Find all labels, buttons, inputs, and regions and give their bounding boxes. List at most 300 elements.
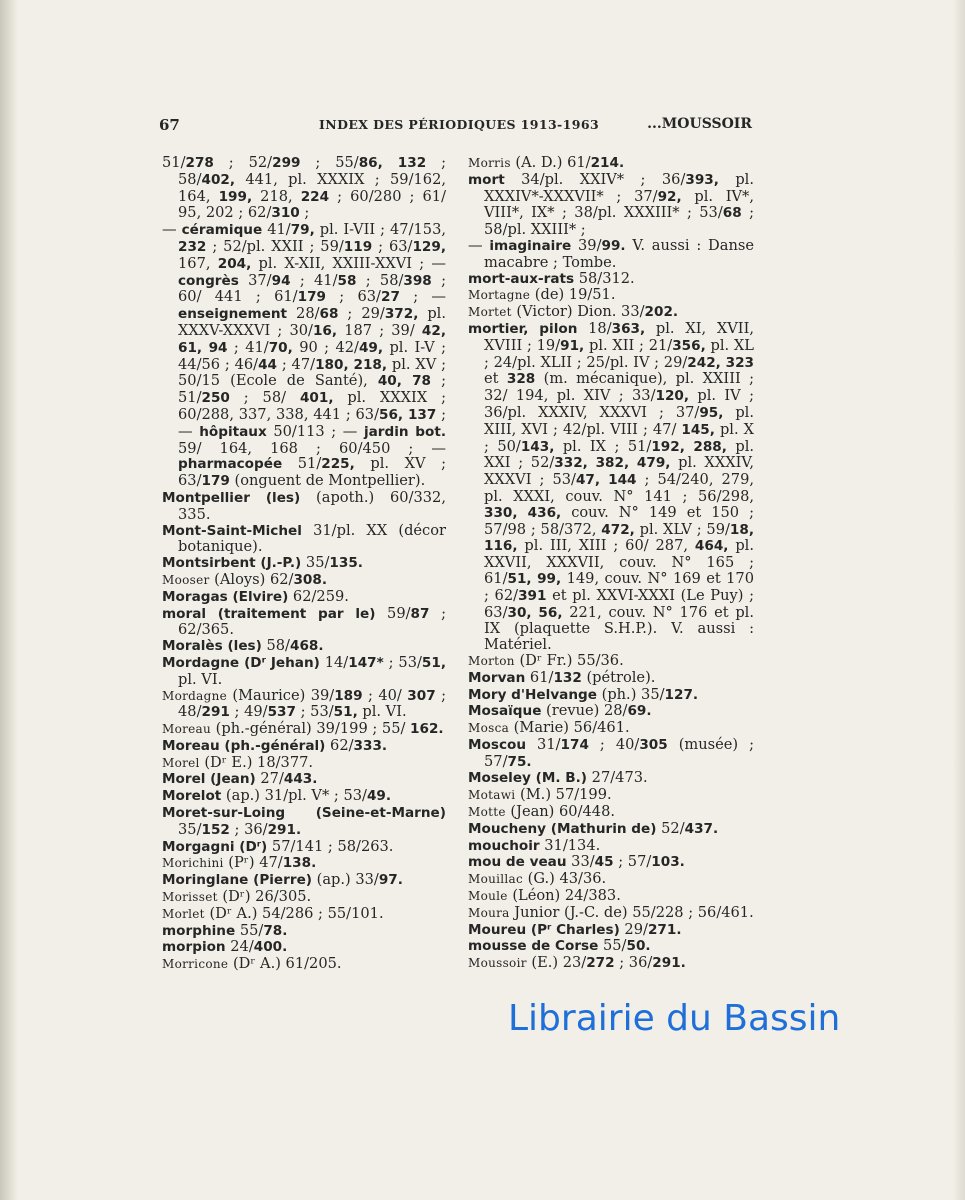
entry-text: 310 [271, 205, 300, 222]
entry-text: ; 36/ [229, 820, 268, 838]
entry-text: 443. [283, 771, 318, 788]
index-entry [468, 888, 754, 905]
entry-text: 50. [626, 938, 651, 955]
entry-text: 29/ [619, 920, 648, 938]
entry-text: (Dʳ A.) 54/286 ; 55/101. [204, 904, 384, 922]
entry-text: 299 [272, 155, 301, 171]
entry-text: ; 63/ [326, 288, 381, 306]
entry-text: Junior (J.-C. de) 55/228 ; 56/461. [509, 903, 754, 921]
entry-text: 119 [343, 238, 373, 255]
entry-text: (ap.) 31/pl. V* ; 53/ [221, 787, 367, 805]
entry-text: imaginaire [489, 237, 572, 254]
entry-text: Mouillac [468, 872, 524, 887]
entry-text: 59/ [375, 604, 411, 622]
entry-text: 86, 132 [358, 155, 427, 171]
entry-text: 225, [321, 456, 355, 473]
index-entry [468, 238, 754, 271]
entry-text: pl. X ; 50/ [484, 420, 754, 455]
entry-text: pl. III, XIII ; 60/ 287, [517, 537, 695, 555]
entry-text: 58/312. [574, 269, 635, 287]
index-entry [468, 905, 754, 922]
index-entry [162, 222, 446, 490]
entry-text: 18/ [577, 319, 612, 337]
entry-text: Mosca [468, 721, 510, 736]
index-entry [162, 606, 446, 639]
entry-text: ; 29/ [338, 305, 385, 323]
entry-text: 199, [218, 188, 253, 205]
entry-text: V. aussi : Danse macabre ; Tombe. [484, 236, 754, 271]
entry-text: 79, [290, 222, 315, 239]
entry-text: Mosaïque [468, 703, 542, 720]
entry-text: 333. [353, 737, 388, 754]
entry-text: ; 58/ [229, 389, 300, 407]
entry-text: ; 40/ [588, 735, 640, 753]
entry-text: ; 57/ [613, 853, 652, 871]
entry-text: 132 [553, 669, 582, 686]
entry-text: 204, [217, 255, 252, 272]
entry-text: pl. XL ; 24/pl. XLII ; 25/pl. IV ; 29/ [484, 336, 754, 371]
entry-text: 33/ [566, 853, 595, 871]
entry-text: pl. XXXV-XXXVI ; 30/ [178, 305, 446, 339]
entry-text: 55/ [235, 921, 264, 939]
entry-text: ; 36/ [614, 954, 653, 972]
index-entry [162, 655, 446, 688]
index-entry [162, 805, 446, 839]
entry-text: 35/ [178, 820, 202, 838]
entry-text: ; 62/365. [178, 604, 446, 639]
index-entry [162, 889, 446, 906]
index-entry [468, 804, 754, 821]
entry-text: 68 [722, 205, 742, 222]
entry-text: pl. XXVII, XXXVII, couv. N° 165 ; 61/ [484, 537, 754, 587]
entry-text: 218, [252, 187, 301, 205]
index-entry [162, 923, 446, 940]
entry-text: pl. XLV ; 59/ [634, 520, 730, 538]
entry-text: ; 48/ [178, 686, 447, 721]
entry-text: 58/ [261, 637, 290, 655]
entry-text: 37/ [238, 271, 272, 289]
entry-text: 464, [694, 538, 729, 555]
entry-text: ; 53/ [383, 653, 422, 671]
watermark-text: Librairie du Bassin [508, 998, 841, 1039]
index-entry [162, 155, 446, 222]
entry-text: 242, 323 [687, 354, 754, 371]
entry-text: ; 63/ [372, 237, 413, 255]
entry-text: Moragas (Elvire) [162, 588, 289, 605]
entry-text: ; 58/pl. XXIII* ; [484, 204, 754, 239]
index-column-left [162, 155, 446, 973]
entry-text: 51/ [282, 455, 322, 473]
index-entry [162, 555, 446, 572]
entry-text: 87 [410, 605, 430, 622]
entry-text: (m. mécanique), pl. XXIII ; 32/ 194, pl. XIV ; 33/ [484, 370, 755, 405]
entry-text: 62/ [325, 736, 354, 754]
entry-text: 441, pl. XXXIX ; 59/162, 164, [178, 170, 446, 205]
entry-text: mouchoir [468, 837, 540, 854]
entry-text: pl. XI, XVII, XVIII ; 19/ [484, 319, 754, 354]
index-entry [162, 490, 446, 523]
entry-text: ; 52/pl. XXII ; 59/ [206, 237, 344, 255]
entry-text: ; [299, 204, 310, 222]
entry-text: Morlet [162, 906, 205, 921]
entry-text: Morton [468, 653, 515, 668]
entry-text: pl. VI. [178, 670, 223, 688]
index-entry [162, 738, 446, 755]
entry-text: 174 [560, 736, 589, 753]
entry-text: ; 60/280 ; 61/ 95, 202 ; 62/ [178, 187, 446, 222]
entry-text: 56, 137 [379, 406, 437, 423]
entry-text: 147* [348, 654, 384, 671]
entry-text: 307 [407, 687, 436, 704]
entry-text: 328 [506, 371, 536, 388]
entry-text: Morricone [162, 957, 229, 972]
entry-text: 51, 99, [507, 570, 562, 587]
entry-text: 308. [293, 571, 327, 588]
entry-text: 363, [611, 320, 646, 337]
entry-text: 27/473. [587, 769, 648, 787]
entry-text: (Dʳ) 26/305. [217, 888, 312, 906]
entry-text: 31/134. [539, 836, 601, 854]
entry-text: 330, 436, [484, 504, 562, 521]
entry-text: mou de veau [468, 854, 567, 871]
index-entry [162, 688, 446, 722]
entry-text: couv. N° 149 et 150 ; 57/98 ; 58/372, [484, 503, 755, 538]
entry-text: (ph.-général) 39/199 ; 55/ [211, 720, 411, 738]
entry-text: 52/ [656, 819, 685, 837]
entry-text: 291. [267, 821, 302, 838]
entry-text: pl. XXXIX ; 60/288, 337, 338, 441 ; 63/ [178, 389, 447, 423]
index-entry [162, 839, 446, 856]
entry-text: pl. XII ; 21/ [584, 336, 673, 354]
entry-text: 39/ [571, 236, 602, 254]
entry-text: 224 [300, 188, 330, 205]
entry-text: ; 58/ [356, 271, 404, 289]
index-entry [468, 720, 754, 737]
entry-text: pl. I-V ; 44/56 ; 46/ [178, 338, 446, 373]
index-entry [468, 670, 754, 687]
index-entry [468, 271, 754, 288]
index-entry [468, 871, 754, 888]
index-entry [162, 755, 446, 772]
entry-text: mort [468, 171, 505, 188]
entry-text: Moreau [162, 722, 212, 737]
index-entry [162, 855, 446, 872]
entry-text: Moscou [468, 736, 527, 753]
entry-text: 402, [201, 171, 236, 188]
entry-text: 221, couv. N° 176 et pl. IX (plaquette S.H.P.). V. aussi : Matériel. [484, 603, 754, 654]
entry-text: Montsirbent (J.-P.) [162, 555, 302, 572]
index-entry [468, 653, 754, 670]
index-entry [162, 939, 446, 956]
entry-text: 143, [520, 438, 555, 455]
entry-text: 51/ [162, 154, 186, 171]
entry-text: 167, [178, 254, 218, 272]
index-entry [162, 788, 446, 805]
entry-text: Morgagni (Dʳ) [162, 838, 268, 855]
entry-text: ; 41/ [290, 271, 338, 289]
entry-text: (Victor) Dion. 33/ [511, 303, 645, 321]
entry-text: 468. [289, 638, 324, 655]
entry-text: 49, [358, 339, 384, 356]
entry-text: 18, 116, [484, 521, 754, 555]
entry-text: pl. IV*, VIII*, IX* ; 38/pl. XXXIII* ; 53/ [484, 187, 754, 222]
entry-text: pl. XXXIV*-XXXVII* ; 37/ [484, 170, 754, 205]
entry-text: 192, 288, [651, 438, 727, 455]
entry-text: pl. XXXIV, XXXVI ; 53/ [484, 454, 754, 489]
entry-text: 291 [201, 704, 230, 721]
entry-text: 47, 144 [575, 472, 637, 489]
entry-text: pl. I-VII ; 47/153, [314, 221, 446, 239]
entry-text: pharmacopée [178, 456, 283, 473]
index-entry [468, 321, 754, 653]
entry-text: 51, [421, 654, 446, 671]
page-binding-shadow [0, 0, 18, 1200]
entry-text: 401, [299, 390, 334, 407]
entry-text: Moralès (les) [162, 638, 262, 655]
entry-text: 70, [268, 339, 293, 356]
entry-text: Moseley (M. B.) [468, 770, 588, 787]
entry-text: Morvan [468, 669, 526, 686]
entry-text: ; 54/240, 279, pl. XXXI, couv. N° 141 ; 56/298, [484, 471, 754, 505]
entry-text: 391 [518, 587, 547, 604]
index-entry [162, 872, 446, 889]
index-entry [468, 155, 754, 172]
index-entry [468, 821, 754, 838]
entry-text: — [162, 221, 182, 239]
entry-text: (E.) 23/ [526, 954, 587, 972]
entry-text: 34/pl. XXIV* ; 36/ [504, 170, 686, 188]
entry-text: (Dʳ Fr.) 55/36. [514, 651, 624, 669]
entry-text: (A. D.) 61/ [510, 154, 591, 171]
entry-text: 103. [651, 854, 685, 871]
index-entry [162, 721, 446, 738]
entry-text: 44 [258, 356, 278, 373]
index-entry [468, 922, 754, 939]
entry-text: Moule [468, 889, 508, 904]
index-entry [468, 172, 754, 238]
entry-text: ; 55/ [300, 154, 359, 171]
index-column-right [468, 155, 754, 972]
entry-text: (Maurice) 39/ [227, 686, 335, 704]
entry-text: 28/ [287, 305, 320, 323]
entry-text: jardin bot. [363, 423, 446, 440]
entry-text: ; 41/ [227, 338, 269, 356]
entry-text: 138. [282, 855, 317, 872]
entry-text: enseignement [178, 306, 288, 323]
entry-text: 120, [655, 388, 690, 405]
index-entry [468, 703, 754, 720]
entry-text: 14/ [319, 653, 349, 671]
entry-text: 232 [178, 238, 207, 255]
index-entry [162, 956, 446, 973]
entry-text: pl. XV ; 50/15 (Ecole de Santé), [178, 355, 447, 390]
entry-text: (Pʳ) 47/ [223, 854, 283, 872]
entry-text: ; 60/ 441 ; 61/ [178, 271, 446, 306]
entry-text: mousse de Corse [468, 938, 599, 955]
entry-text: Mordagne [162, 688, 227, 703]
entry-text: Mortagne [468, 288, 531, 303]
entry-text: 27 [380, 289, 400, 306]
entry-text: 272 [586, 955, 615, 972]
entry-text: 145, [681, 421, 715, 438]
entry-text: 189 [334, 687, 363, 704]
entry-text: 97. [378, 872, 403, 889]
entry-text: 291. [652, 955, 686, 972]
entry-text: ; 40/ [362, 686, 408, 704]
entry-text: 332, 382, 479, [554, 455, 671, 472]
index-entry [468, 854, 754, 871]
entry-range: ...MOUSSOIR [647, 116, 752, 132]
entry-text: et [484, 370, 507, 388]
entry-text: ; — [399, 288, 446, 306]
entry-text: 91, [560, 337, 585, 354]
entry-text: Mortet [468, 305, 512, 320]
entry-text: Mory d'Helvange [468, 686, 597, 703]
entry-text: (Dʳ A.) 61/205. [228, 955, 342, 973]
index-entry [468, 687, 754, 704]
entry-text: 62/259. [288, 587, 349, 605]
entry-text: 149, couv. N° 169 et 170 ; 62/ [484, 569, 754, 604]
entry-text: 95, [699, 404, 724, 421]
entry-text: Montpellier (les) [162, 489, 301, 506]
entry-text: Moucheny (Mathurin de) [468, 820, 657, 837]
entry-text: Motawi [468, 788, 516, 803]
entry-text: Moreau (ph.-général) [162, 737, 326, 754]
entry-text: (Aloys) 62/ [209, 570, 294, 588]
entry-text: 393, [685, 171, 719, 188]
entry-text: (ph.) 35/ [596, 685, 665, 703]
entry-text: 69. [627, 703, 652, 720]
entry-text: (M.) 57/199. [515, 786, 612, 804]
entry-text: (Marie) 56/461. [509, 719, 630, 737]
running-title: INDEX DES PÉRIODIQUES 1913-1963 [319, 117, 600, 132]
entry-text: 537 [267, 704, 296, 721]
entry-text: 400. [253, 939, 288, 956]
index-entry [162, 589, 446, 606]
entry-text: morphine [162, 922, 236, 939]
entry-text: ; 51/ [178, 372, 446, 407]
entry-text: 99. [601, 237, 626, 254]
entry-text: 278 [185, 155, 214, 171]
entry-text: 135. [329, 555, 363, 572]
entry-text: Mooser [162, 572, 210, 587]
entry-text: (G.) 43/36. [523, 870, 607, 888]
entry-text: (revue) 28/ [541, 702, 628, 720]
entry-text: Moret-sur-Loing (Seine-et-Marne) [162, 805, 446, 822]
entry-text: ; 49/ [229, 703, 268, 721]
entry-text: Moureu (Pʳ Charles) [468, 921, 620, 938]
entry-text: 90 ; 42/ [292, 338, 359, 356]
entry-text: 372, [384, 306, 419, 323]
entry-text: pl. XV ; 63/ [178, 455, 446, 490]
index-entry [468, 955, 754, 972]
index-entry [468, 787, 754, 804]
entry-text: Morel (Jean) [162, 771, 256, 788]
entry-text: 51, [333, 704, 358, 721]
entry-text: 31/ [526, 735, 561, 753]
entry-text: Mordagne (Dʳ Jehan) [162, 654, 320, 671]
entry-text: (Léon) 24/383. [507, 887, 621, 905]
entry-text: 24/ [225, 938, 254, 956]
entry-text: 50/113 ; — [266, 422, 364, 440]
entry-text: 398 [403, 272, 432, 289]
entry-text: 472, [601, 521, 635, 538]
entry-text: pl. XIII, XVI ; 42/pl. VIII ; 47/ [484, 403, 754, 438]
index-entry [162, 523, 446, 556]
entry-text: 55/ [598, 937, 627, 955]
entry-text: 129, [412, 238, 446, 255]
entry-text: 305 [639, 736, 668, 753]
index-entry [162, 572, 446, 589]
entry-text: 45 [594, 854, 614, 871]
entry-text: 162. [410, 721, 444, 738]
entry-text: 57/141 ; 58/263. [267, 837, 394, 855]
entry-text: 92, [657, 188, 682, 205]
entry-text: ; 58/ [178, 154, 446, 188]
entry-text: 40, 78 [377, 373, 432, 390]
entry-text: 180, 218, [315, 356, 388, 373]
entry-text: 78. [263, 922, 288, 939]
entry-text: Mont-Saint-Michel [162, 522, 302, 539]
entry-text: 16, [312, 322, 338, 339]
entry-text: (de) 19/51. [530, 286, 616, 304]
entry-text: 49. [366, 788, 392, 805]
entry-text: hôpitaux [199, 423, 267, 440]
entry-text: 437. [684, 820, 719, 837]
entry-text: Morichini [162, 856, 224, 871]
entry-text: congrès [178, 272, 239, 289]
entry-text: 187 ; 39/ [337, 321, 422, 339]
running-header [159, 116, 752, 136]
entry-text: pl. X-XII, XXIII-XXVI ; — [251, 254, 446, 272]
entry-text: 27/ [255, 770, 284, 788]
entry-text: 59/ 164, 168 ; 60/450 ; — [178, 439, 446, 457]
entry-text: 75. [507, 753, 532, 770]
entry-text: Morris [468, 156, 511, 170]
entry-text: (Dʳ E.) 18/377. [199, 753, 314, 771]
index-entry [468, 770, 754, 787]
index-entry [468, 737, 754, 771]
page-number: 67 [159, 116, 180, 134]
index-entry [468, 838, 754, 855]
index-entry [162, 638, 446, 655]
entry-text: — [468, 236, 490, 254]
entry-text: 30, 56, [507, 604, 563, 621]
entry-text: ; 53/ [295, 703, 334, 721]
entry-text: 214. [590, 155, 625, 171]
entry-text: Motte [468, 805, 506, 820]
entry-text: moral (traitement par le) [162, 605, 376, 622]
index-entry [468, 304, 754, 321]
page-edge-shadow [953, 0, 965, 1200]
entry-text: 250 [201, 390, 230, 407]
entry-text: 41/ [262, 221, 291, 239]
index-entry [162, 906, 446, 923]
index-entry [468, 938, 754, 955]
entry-text: Moussoir [468, 956, 527, 971]
entry-text: ; 52/ [213, 154, 273, 171]
entry-text: Morisset [162, 890, 218, 905]
entry-text: Morel [162, 755, 200, 770]
entry-text: 152 [201, 821, 230, 838]
entry-text: (ap.) 33/ [312, 871, 379, 889]
entry-text: 179 [297, 289, 326, 306]
entry-text: Moringlane (Pierre) [162, 872, 312, 889]
entry-text: (pétrole). [581, 668, 656, 686]
entry-text: Morelot [162, 788, 222, 805]
entry-text: 127. [664, 686, 699, 703]
entry-text: mort-aux-rats [468, 270, 575, 287]
